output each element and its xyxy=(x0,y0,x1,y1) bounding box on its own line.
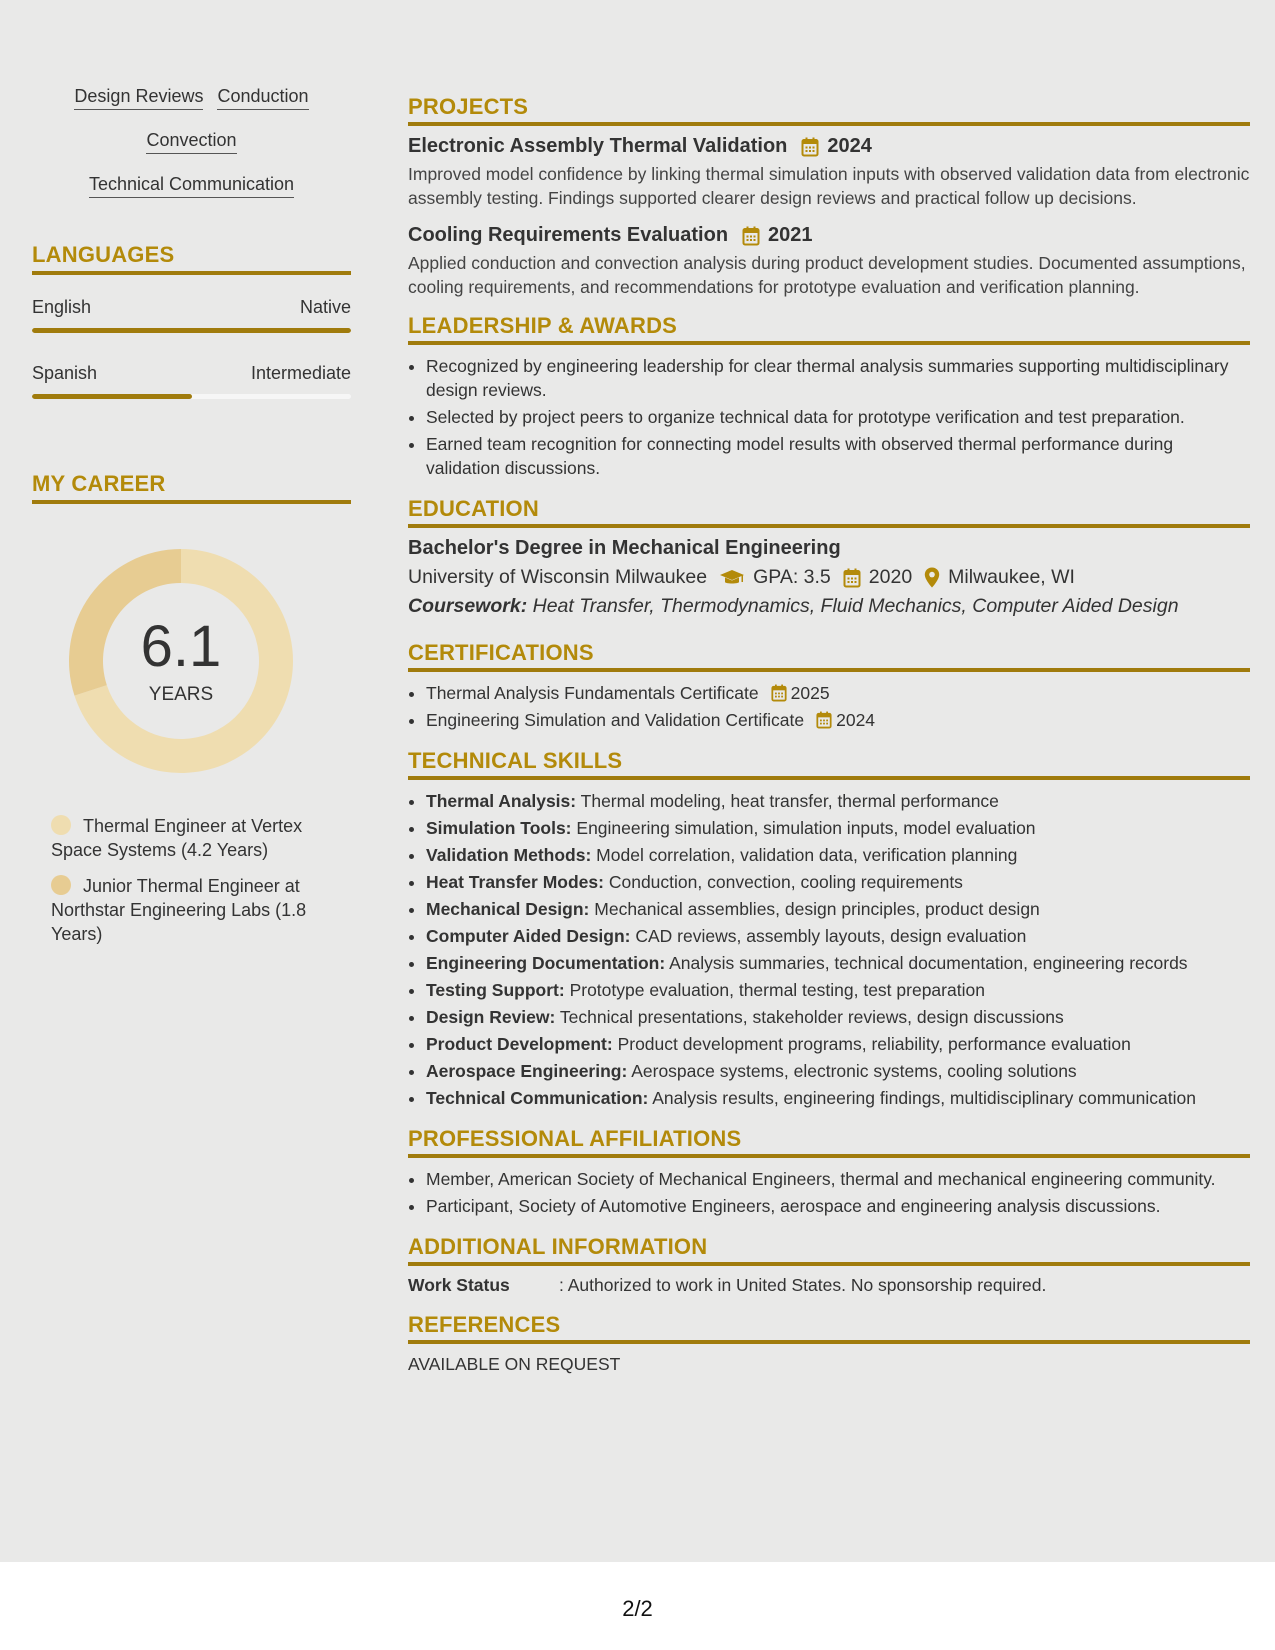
skill-label: Computer Aided Design: xyxy=(426,926,631,946)
additional-info-heading: ADDITIONAL INFORMATION xyxy=(408,1234,1250,1266)
coursework-list: Heat Transfer, Thermodynamics, Fluid Mechanics, Computer Aided Design xyxy=(532,595,1179,617)
references-heading: REFERENCES xyxy=(408,1312,1250,1344)
languages-heading: LANGUAGES xyxy=(32,242,351,275)
project-year: 2021 xyxy=(768,224,813,246)
skill-value: Analysis summaries, technical documentation, engineering records xyxy=(669,953,1188,973)
list-item: • Earned team recognition for connecting model results with observed thermal performance during validation discussions. xyxy=(426,432,1250,480)
skill-label: Testing Support: xyxy=(426,980,565,1000)
certifications-section xyxy=(408,640,1250,732)
skill-value: Aerospace systems, electronic systems, cooling solutions xyxy=(631,1061,1077,1081)
coursework xyxy=(408,595,1250,618)
career-heading: MY CAREER xyxy=(32,471,351,504)
calendar-icon xyxy=(843,568,861,588)
graduation-cap-icon xyxy=(719,569,745,587)
references-section xyxy=(408,1312,1250,1375)
certifications-heading: CERTIFICATIONS xyxy=(408,640,1250,672)
skill-value: Prototype evaluation, thermal testing, test preparation xyxy=(569,980,985,1000)
language-item xyxy=(32,297,351,333)
graduation-year: 2020 xyxy=(868,566,913,588)
skill-item xyxy=(426,897,1250,921)
skill-label: Product Development: xyxy=(426,1034,613,1054)
language-level: Intermediate xyxy=(250,363,351,383)
projects-heading: PROJECTS xyxy=(408,94,1250,126)
school-name: University of Wisconsin Milwaukee xyxy=(408,566,708,588)
skill-value: Product development programs, reliability, performance evaluation xyxy=(617,1034,1131,1054)
language-level: Native xyxy=(299,297,351,317)
page-number: 2/2 xyxy=(622,1596,653,1621)
list-item xyxy=(426,708,1250,732)
calendar-icon xyxy=(771,684,787,702)
list-item: • Participant, Society of Automotive Engineers, aerospace and engineering analysis discussions. xyxy=(426,1194,1250,1218)
certification-year: 2024 xyxy=(836,710,876,730)
skill-item xyxy=(426,870,1250,894)
skill-label: Mechanical Design: xyxy=(426,899,590,919)
skill-tag: Design Reviews xyxy=(74,86,203,110)
school-location: Milwaukee, WI xyxy=(948,566,1075,588)
work-status xyxy=(408,1275,1250,1296)
skill-item xyxy=(426,816,1250,840)
language-item xyxy=(32,363,351,399)
certification-name: • Engineering Simulation and Validation Certificate xyxy=(426,710,805,730)
language-name: English xyxy=(32,297,92,317)
certification-name: • Thermal Analysis Fundamentals Certificate xyxy=(426,683,759,703)
skill-item xyxy=(426,978,1250,1002)
legend-dot xyxy=(51,815,71,835)
work-status-label: Work Status xyxy=(408,1275,510,1295)
additional-info-section xyxy=(408,1234,1250,1296)
skill-value: Conduction, convection, cooling requirements xyxy=(608,872,963,892)
skill-value: Model correlation, validation data, verification planning xyxy=(596,845,1018,865)
career-legend-item xyxy=(51,814,331,862)
skill-item xyxy=(426,951,1250,975)
languages-section xyxy=(32,242,351,399)
project-title: Cooling Requirements Evaluation xyxy=(408,224,729,246)
right-column xyxy=(408,94,1250,1391)
skill-value: CAD reviews, assembly layouts, design evaluation xyxy=(635,926,1027,946)
leadership-heading: LEADERSHIP & AWARDS xyxy=(408,313,1250,345)
skill-value: Technical presentations, stakeholder reviews, design discussions xyxy=(559,1007,1064,1027)
skill-item xyxy=(426,789,1250,813)
career-donut-chart xyxy=(66,546,296,776)
affiliations-section xyxy=(408,1126,1250,1218)
career-role-label: Thermal Engineer at Vertex Space Systems (4.2 Years) xyxy=(51,816,303,860)
skill-item xyxy=(426,1059,1250,1083)
work-status-value: : Authorized to work in United States. No sponsorship required. xyxy=(559,1275,1047,1295)
project-item xyxy=(408,224,1250,299)
legend-dot xyxy=(51,875,71,895)
skill-value: Thermal modeling, heat transfer, thermal performance xyxy=(580,791,999,811)
skill-value: Analysis results, engineering findings, multidisciplinary communication xyxy=(652,1088,1196,1108)
skill-tag: Technical Communication xyxy=(89,174,294,198)
list-item: • Selected by project peers to organize technical data for prototype verification and test preparation. xyxy=(426,405,1250,429)
leadership-section xyxy=(408,313,1250,480)
skill-label: Heat Transfer Modes: xyxy=(426,872,604,892)
skill-value: Mechanical assemblies, design principles, product design xyxy=(594,899,1040,919)
projects-section xyxy=(408,94,1250,299)
language-bar-fill xyxy=(32,394,192,399)
certification-year: 2025 xyxy=(790,683,830,703)
gpa: GPA: 3.5 xyxy=(753,566,831,588)
skills-heading: TECHNICAL SKILLS xyxy=(408,748,1250,780)
skill-item xyxy=(426,843,1250,867)
career-role-label: Junior Thermal Engineer at Northstar Engineering Labs (1.8 Years) xyxy=(51,876,307,944)
language-bar xyxy=(32,328,351,333)
skill-tag: Convection xyxy=(146,130,236,154)
career-legend-item xyxy=(51,874,331,946)
list-item: • Member, American Society of Mechanical Engineers, thermal and mechanical engineering community. xyxy=(426,1167,1250,1191)
list-item: • Recognized by engineering leadership for clear thermal analysis summaries supporting multidisciplinary design reviews. xyxy=(426,354,1250,402)
calendar-icon xyxy=(801,137,819,157)
list-item xyxy=(426,681,1250,705)
language-name: Spanish xyxy=(32,363,98,383)
education-section xyxy=(408,496,1250,618)
affiliations-heading: PROFESSIONAL AFFILIATIONS xyxy=(408,1126,1250,1158)
calendar-icon xyxy=(742,226,760,246)
project-description: Improved model confidence by linking thermal simulation inputs with observed validation data from electronic assembly testing. Findings supported clearer design reviews and practical follow up decisions. xyxy=(408,164,1250,208)
degree-title: Bachelor's Degree in Mechanical Engineering xyxy=(408,537,841,559)
skill-value: Engineering simulation, simulation inputs, model evaluation xyxy=(576,818,1036,838)
skill-label: Validation Methods: xyxy=(426,845,592,865)
skill-label: Simulation Tools: xyxy=(426,818,572,838)
language-bar-fill xyxy=(32,328,351,333)
location-pin-icon xyxy=(924,567,940,588)
skill-label: Engineering Documentation: xyxy=(426,953,666,973)
project-description: Applied conduction and convection analysis during product development studies. Documented assumptions, cooling requirements, and recommendations for prototype evaluation and verification planning. xyxy=(408,253,1246,297)
left-column xyxy=(32,86,351,958)
skills-section xyxy=(408,748,1250,1110)
project-title: Electronic Assembly Thermal Validation xyxy=(408,135,788,157)
skill-item xyxy=(426,924,1250,948)
coursework-label: Coursework: xyxy=(408,595,528,617)
skill-item xyxy=(426,1032,1250,1056)
project-year: 2024 xyxy=(827,135,872,157)
project-item xyxy=(408,135,1250,210)
skill-tag: Conduction xyxy=(217,86,308,110)
references-text: AVAILABLE ON REQUEST xyxy=(408,1354,621,1374)
career-legend xyxy=(32,814,351,946)
skill-label: Design Review: xyxy=(426,1007,556,1027)
skill-label: Thermal Analysis: xyxy=(426,791,577,811)
education-heading: EDUCATION xyxy=(408,496,1250,528)
career-total: 6.1 xyxy=(140,614,222,679)
skill-tags xyxy=(32,86,351,198)
skill-label: Aerospace Engineering: xyxy=(426,1061,628,1081)
skill-item xyxy=(426,1086,1250,1110)
calendar-icon xyxy=(816,711,832,729)
career-section xyxy=(32,471,351,946)
skill-label: Technical Communication: xyxy=(426,1088,649,1108)
skill-item xyxy=(426,1005,1250,1029)
language-bar xyxy=(32,394,351,399)
career-unit: YEARS xyxy=(148,684,214,705)
